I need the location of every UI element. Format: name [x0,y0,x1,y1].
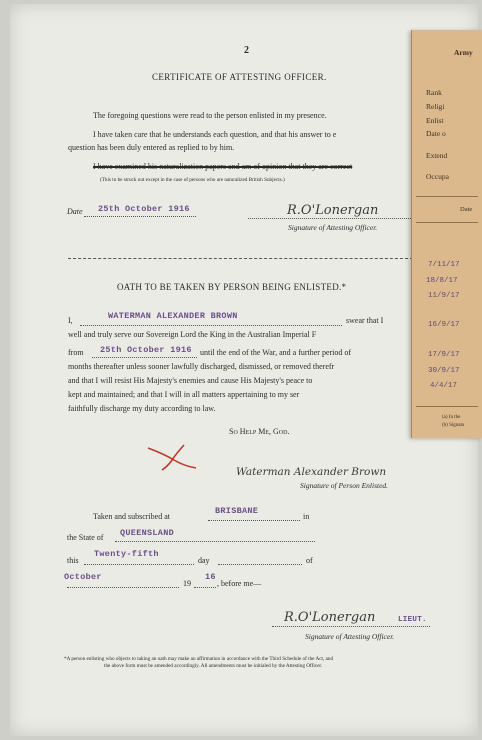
tab-label-enlisted: Enlist [426,116,444,125]
oath-swear: swear that I [346,316,384,325]
of-label: of [306,556,313,565]
certificate-line-2: I have taken care that he understands each question, and that his answer to e [93,130,337,139]
tab-label-date-of: Date o [426,129,446,138]
taken-label: Taken and subscribed at [93,512,170,521]
tab-date-2: 18/8/17 [426,277,458,285]
oath-i-label: I, [68,316,73,325]
tab-date-5: 17/9/17 [428,351,460,359]
oath-line-7: faithfully discharge my duty according to law. [68,404,216,413]
footnote-line-1: *A person enlisting who objects to taking an oath may make an affirmation in accordance with the Third Schedule of the Act, and [64,656,334,662]
so-help-me-god: So Help Me, God. [229,427,290,436]
attesting-officer-signature: R.O'Lonergan [287,203,379,218]
tab-footnote-1: (a) In the [442,415,461,420]
tab-label-date: Date [460,206,473,213]
page-number: 2 [244,45,249,56]
footnote-line-2: the above form must be amended accordingly. All amendments must be initialed by the Attesting Officer. [104,663,323,669]
certificate-line-3: question has been duly entered as replied to by him. [68,143,235,152]
attesting-officer-caption: Signature of Attesting Officer. [288,223,378,232]
in-label: in [303,512,310,521]
oath-line-6: kept and maintained; and that I will in all matters appertaining to my ser [68,390,300,399]
oath-line-2: well and truly serve our Sovereign Lord the King in the Australian Imperial F [68,330,317,339]
tab-date-4: 16/9/17 [428,321,460,329]
tab-label-extend: Extend [426,151,448,160]
before-me-label: , before me— [217,579,262,588]
tab-label-rank: Rank [426,88,442,97]
tab-header: Army [454,48,473,57]
tab-date-3: 11/9/17 [428,292,460,300]
oath-from-date: 25th October 1916 [100,345,192,355]
recruit-name: WATERMAN ALEXANDER BROWN [108,311,238,321]
tab-label-occupation: Occupa [426,172,449,181]
place-value: BRISBANE [215,506,259,516]
month-value: October [64,572,102,582]
struck-note: (This to be struck out except in the case of persons who are naturalized British Subjects.) [100,177,285,183]
recruit-mark-x [144,442,200,472]
certificate-title: CERTIFICATE OF ATTESTING OFFICER. [152,72,327,82]
officer-rank: LIEUT. [398,616,427,624]
year-label: 19 [183,579,191,588]
day-label: day [198,556,210,565]
tab-date-7: 4/4/17 [430,382,458,390]
oath-line-4: months thereafter unless sooner lawfully discharged, dismissed, or removed therefr [68,362,335,371]
state-value: QUEENSLAND [120,528,175,538]
date-label: Date [67,207,83,216]
recruit-signature: Waterman Alexander Brown [236,466,387,478]
struck-naturalization-line: I have examined his naturalization papers and am of opinion that they are correct [93,162,353,171]
oath-line-3: until the end of the War, and a further period of [200,348,352,357]
tab-date-1: 7/11/17 [428,261,460,269]
state-label: the State of [67,533,104,542]
date-value: 25th October 1916 [98,204,190,214]
oath-title: OATH TO BE TAKEN BY PERSON BEING ENLISTED.* [117,282,347,292]
tab-label-religion: Religi [426,102,445,111]
officer-signature-bottom: R.O'Lonergan [284,610,376,625]
tab-footnote-2: (b) Signatu [442,423,465,428]
oath-line-5: and that I will resist His Majesty's enemies and cause His Majesty's peace to [68,376,313,385]
service-record-tab [411,30,482,438]
recruit-signature-caption: Signature of Person Enlisted. [300,481,389,490]
this-label: this [67,556,79,565]
year-value: 16 [205,572,216,582]
day-value: Twenty-fifth [94,549,159,559]
oath-from-label: from [68,348,84,357]
certificate-line-1: The foregoing questions were read to the person enlisted in my presence. [93,111,327,120]
tab-date-6: 30/9/17 [428,367,460,375]
officer-signature-caption: Signature of Attesting Officer. [305,632,395,641]
